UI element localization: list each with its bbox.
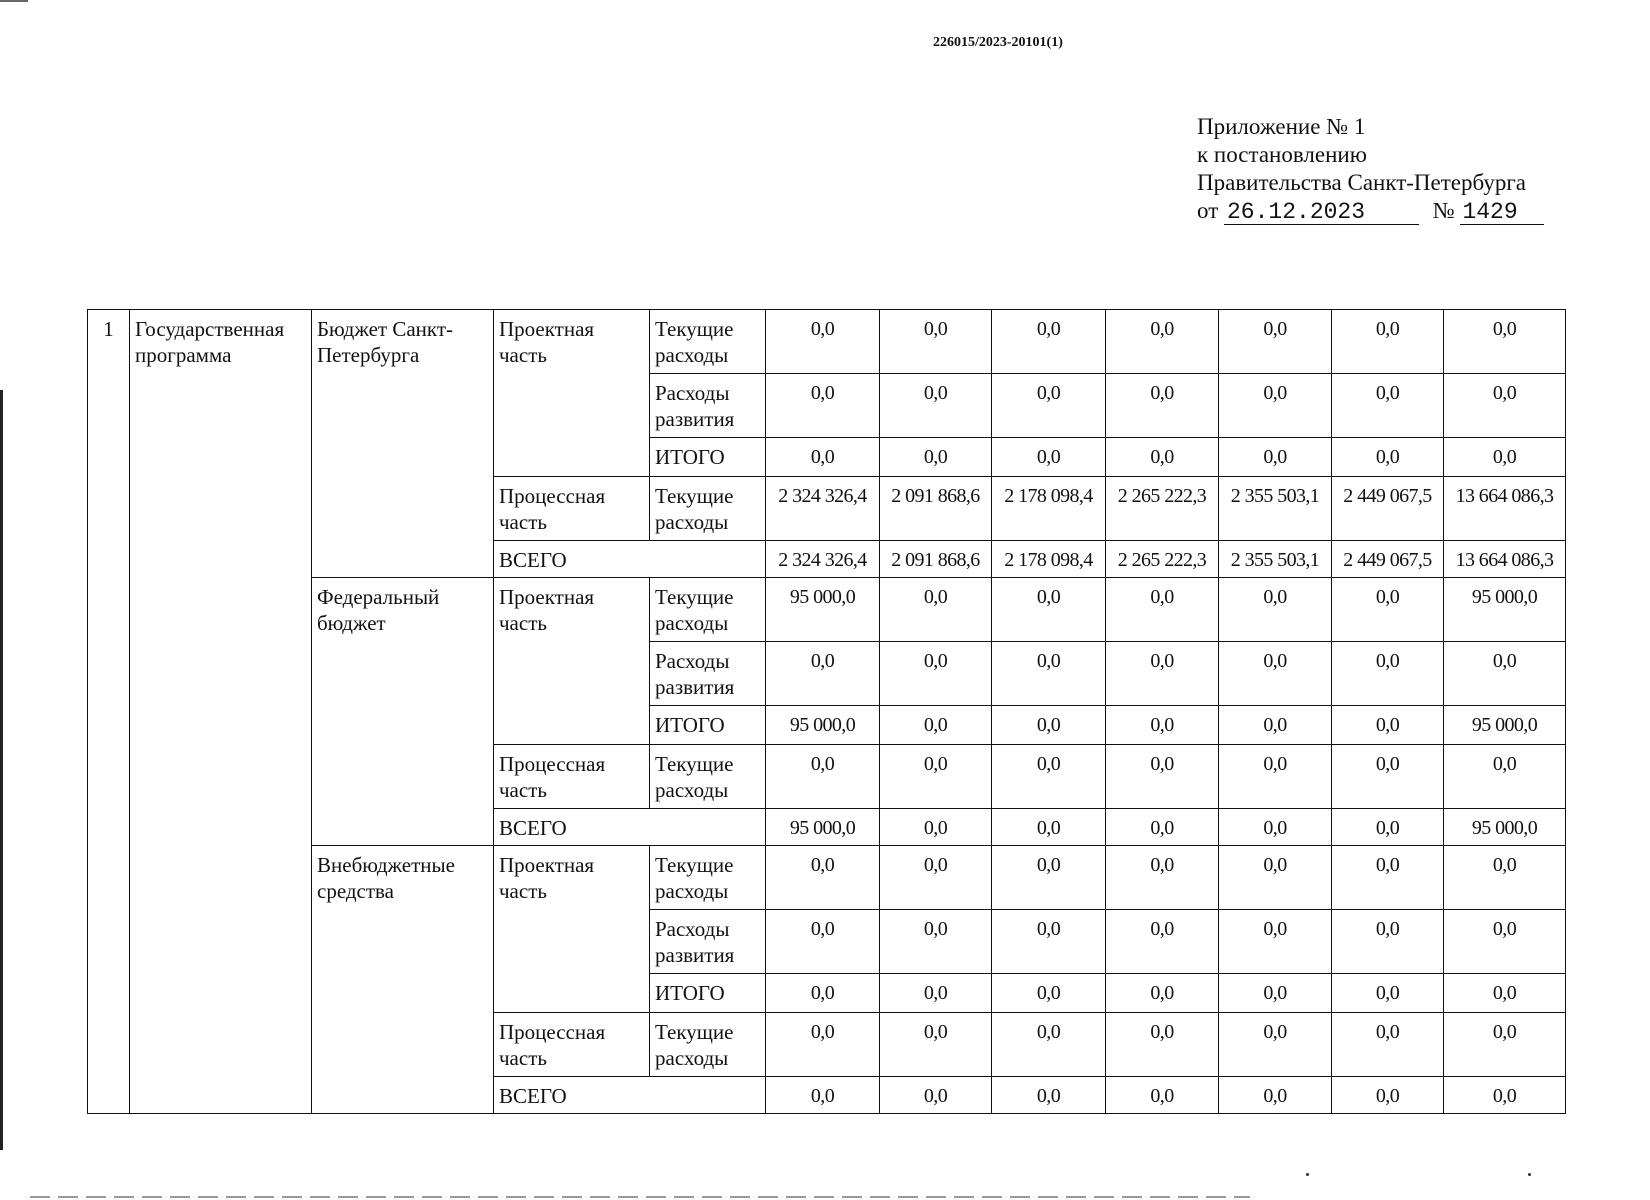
- value-cell: 0,0: [1106, 910, 1219, 974]
- value-cell: 0,0: [766, 910, 880, 974]
- value-cell: 0,0: [1332, 438, 1444, 477]
- value-cell: 0,0: [1444, 642, 1566, 706]
- value-cell: 0,0: [1332, 310, 1444, 374]
- value-cell: 0,0: [1219, 374, 1332, 438]
- value-cell: 2 449 067,5: [1332, 541, 1444, 578]
- value-cell: 0,0: [1444, 974, 1566, 1013]
- value-cell: 0,0: [880, 438, 992, 477]
- value-cell: 0,0: [880, 374, 992, 438]
- from-label: от: [1197, 198, 1219, 223]
- value-cell: 0,0: [1444, 310, 1566, 374]
- value-cell: 0,0: [1332, 809, 1444, 846]
- value-cell: 0,0: [766, 745, 880, 809]
- value-cell: 0,0: [880, 706, 992, 745]
- value-cell: 0,0: [1332, 374, 1444, 438]
- value-cell: 95 000,0: [1444, 578, 1566, 642]
- value-cell: 0,0: [1219, 642, 1332, 706]
- scan-left-edge: [0, 390, 3, 1150]
- value-cell: 95 000,0: [1444, 706, 1566, 745]
- total-label: ВСЕГО: [494, 809, 766, 846]
- value-cell: 95 000,0: [766, 809, 880, 846]
- value-cell: 2 265 222,3: [1106, 477, 1219, 541]
- process-part-label: Процессная часть: [494, 1013, 650, 1077]
- value-cell: 0,0: [1332, 910, 1444, 974]
- value-cell: 2 265 222,3: [1106, 541, 1219, 578]
- expense-type-label: Текущие расходы: [650, 846, 766, 910]
- value-cell: 0,0: [880, 745, 992, 809]
- value-cell: 2 091 868,6: [880, 477, 992, 541]
- value-cell: 0,0: [1444, 745, 1566, 809]
- scan-speck: [1306, 1173, 1309, 1176]
- value-cell: 0,0: [1219, 745, 1332, 809]
- funding-source: Бюджет Санкт-Петербурга: [312, 310, 494, 578]
- value-cell: 0,0: [766, 374, 880, 438]
- value-cell: 0,0: [880, 809, 992, 846]
- value-cell: 0,0: [992, 438, 1106, 477]
- value-cell: 0,0: [1444, 1077, 1566, 1114]
- value-cell: 0,0: [992, 846, 1106, 910]
- value-cell: 0,0: [1444, 438, 1566, 477]
- expense-type-label: Текущие расходы: [650, 578, 766, 642]
- value-cell: 0,0: [880, 642, 992, 706]
- expense-type-label: Расходы развития: [650, 910, 766, 974]
- value-cell: 0,0: [1219, 706, 1332, 745]
- value-cell: 0,0: [1444, 1013, 1566, 1077]
- value-cell: 0,0: [880, 310, 992, 374]
- value-cell: 0,0: [1444, 910, 1566, 974]
- appendix-title: Приложение № 1: [1197, 114, 1366, 139]
- scan-speck: [1528, 1173, 1531, 1176]
- value-cell: 0,0: [880, 974, 992, 1013]
- process-part-label: Процессная часть: [494, 745, 650, 809]
- value-cell: 2 324 326,4: [766, 541, 880, 578]
- decree-number: 1429: [1460, 200, 1544, 225]
- value-cell: 0,0: [992, 310, 1106, 374]
- value-cell: 0,0: [766, 310, 880, 374]
- value-cell: 13 664 086,3: [1444, 477, 1566, 541]
- value-cell: 0,0: [766, 438, 880, 477]
- value-cell: 0,0: [992, 974, 1106, 1013]
- value-cell: 2 091 868,6: [880, 541, 992, 578]
- value-cell: 0,0: [766, 1013, 880, 1077]
- project-part-label: Проектная часть: [494, 846, 650, 1013]
- value-cell: 0,0: [1106, 809, 1219, 846]
- value-cell: 0,0: [1106, 642, 1219, 706]
- expense-type-label: Расходы развития: [650, 642, 766, 706]
- value-cell: 2 324 326,4: [766, 477, 880, 541]
- funding-source: Внебюджетные средства: [312, 846, 494, 1114]
- value-cell: 0,0: [1219, 809, 1332, 846]
- expense-type-label: Текущие расходы: [650, 1013, 766, 1077]
- expense-type-label: Расходы развития: [650, 374, 766, 438]
- value-cell: 0,0: [1332, 745, 1444, 809]
- total-label: ВСЕГО: [494, 541, 766, 578]
- value-cell: 0,0: [1332, 706, 1444, 745]
- value-cell: 0,0: [880, 1013, 992, 1077]
- value-cell: 2 355 503,1: [1219, 477, 1332, 541]
- value-cell: 0,0: [1106, 578, 1219, 642]
- value-cell: 0,0: [766, 974, 880, 1013]
- value-cell: 0,0: [1444, 846, 1566, 910]
- total-label: ВСЕГО: [494, 1077, 766, 1114]
- value-cell: 13 664 086,3: [1444, 541, 1566, 578]
- expense-type-label: ИТОГО: [650, 974, 766, 1013]
- value-cell: 0,0: [1106, 438, 1219, 477]
- project-part-label: Проектная часть: [494, 310, 650, 477]
- value-cell: 0,0: [1219, 438, 1332, 477]
- decree-date: 26.12.2023: [1224, 200, 1419, 225]
- project-part-label: Проектная часть: [494, 578, 650, 745]
- value-cell: 2 178 098,4: [992, 541, 1106, 578]
- funding-source: Федеральный бюджет: [312, 578, 494, 846]
- appendix-line-3: Правительства Санкт-Петербурга: [1197, 170, 1526, 195]
- process-part-label: Процессная часть: [494, 477, 650, 541]
- value-cell: 0,0: [1106, 846, 1219, 910]
- value-cell: 0,0: [1219, 846, 1332, 910]
- appendix-block: [1197, 113, 1544, 225]
- value-cell: 0,0: [1219, 310, 1332, 374]
- value-cell: 0,0: [992, 374, 1106, 438]
- value-cell: 2 449 067,5: [1332, 477, 1444, 541]
- value-cell: 0,0: [1219, 1013, 1332, 1077]
- value-cell: 0,0: [1106, 1077, 1219, 1114]
- value-cell: 0,0: [1106, 310, 1219, 374]
- value-cell: 0,0: [1106, 974, 1219, 1013]
- value-cell: 0,0: [1332, 642, 1444, 706]
- value-cell: 0,0: [992, 745, 1106, 809]
- number-label: №: [1432, 198, 1455, 223]
- expense-type-label: Текущие расходы: [650, 745, 766, 809]
- value-cell: 0,0: [1106, 1013, 1219, 1077]
- value-cell: 0,0: [1106, 745, 1219, 809]
- value-cell: 0,0: [880, 1077, 992, 1114]
- value-cell: 0,0: [1332, 578, 1444, 642]
- row-index: 1: [88, 310, 130, 1114]
- value-cell: 95 000,0: [766, 706, 880, 745]
- value-cell: 0,0: [992, 910, 1106, 974]
- value-cell: 2 355 503,1: [1219, 541, 1332, 578]
- expense-type-label: ИТОГО: [650, 706, 766, 745]
- value-cell: 0,0: [880, 578, 992, 642]
- document-number: 226015/2023-20101(1): [933, 35, 1063, 50]
- value-cell: 0,0: [1332, 1013, 1444, 1077]
- value-cell: 2 178 098,4: [992, 477, 1106, 541]
- value-cell: 95 000,0: [766, 578, 880, 642]
- value-cell: 0,0: [992, 642, 1106, 706]
- scan-bottom-line: [30, 1196, 1250, 1198]
- value-cell: 0,0: [992, 1077, 1106, 1114]
- value-cell: 0,0: [766, 846, 880, 910]
- value-cell: 0,0: [992, 578, 1106, 642]
- table-row: [88, 310, 1566, 374]
- value-cell: 0,0: [1444, 374, 1566, 438]
- value-cell: 0,0: [992, 706, 1106, 745]
- value-cell: 0,0: [880, 846, 992, 910]
- value-cell: 0,0: [1219, 974, 1332, 1013]
- expense-type-label: Текущие расходы: [650, 477, 766, 541]
- expense-type-label: ИТОГО: [650, 438, 766, 477]
- funding-table: [87, 309, 1566, 1114]
- value-cell: 0,0: [992, 809, 1106, 846]
- value-cell: 0,0: [766, 1077, 880, 1114]
- scan-edge-mark: [0, 0, 28, 2]
- value-cell: 0,0: [1106, 706, 1219, 745]
- value-cell: 0,0: [1219, 1077, 1332, 1114]
- value-cell: 0,0: [1219, 578, 1332, 642]
- program-name: Государственная программа: [130, 310, 312, 1114]
- value-cell: 0,0: [1106, 374, 1219, 438]
- value-cell: 0,0: [1219, 910, 1332, 974]
- appendix-date-line: [1197, 197, 1544, 225]
- value-cell: 0,0: [880, 910, 992, 974]
- appendix-line-2: к постановлению: [1197, 142, 1367, 167]
- value-cell: 0,0: [766, 642, 880, 706]
- value-cell: 0,0: [1332, 974, 1444, 1013]
- value-cell: 0,0: [1332, 1077, 1444, 1114]
- expense-type-label: Текущие расходы: [650, 310, 766, 374]
- value-cell: 95 000,0: [1444, 809, 1566, 846]
- value-cell: 0,0: [1332, 846, 1444, 910]
- value-cell: 0,0: [992, 1013, 1106, 1077]
